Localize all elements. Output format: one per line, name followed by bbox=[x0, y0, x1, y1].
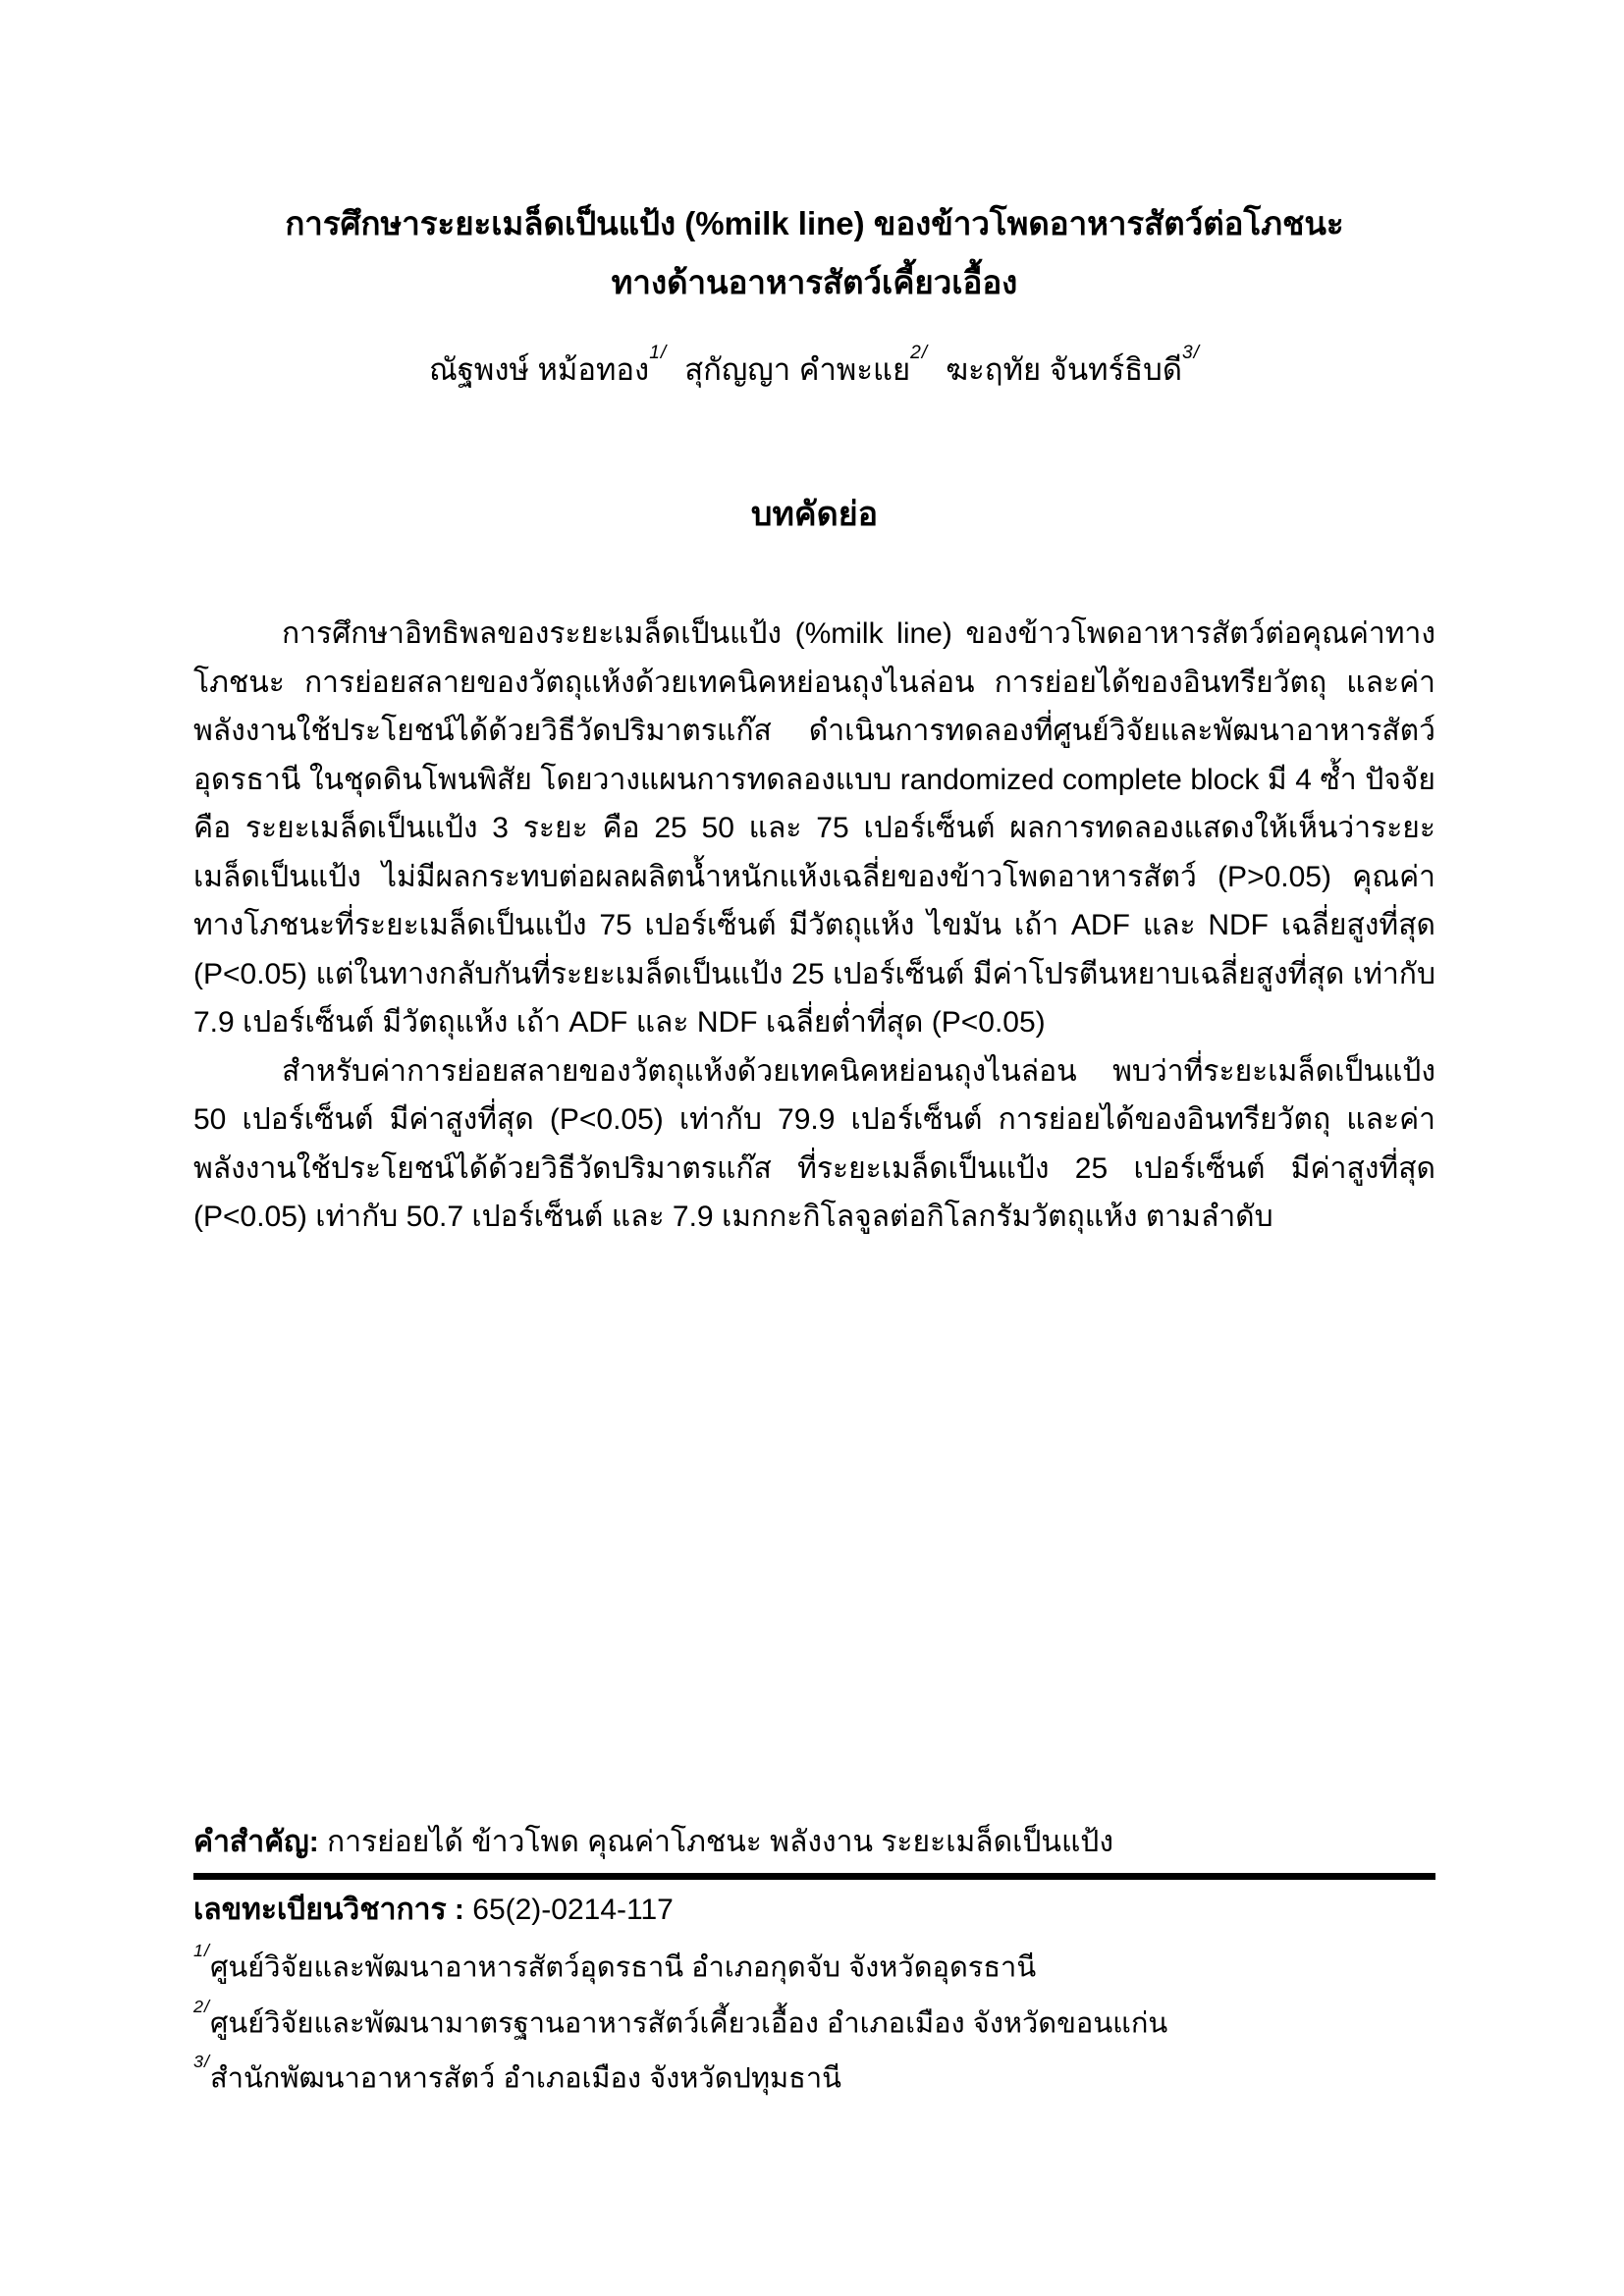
paper-title-line1: การศึกษาระยะเมล็ดเป็นแป้ง (%milk line) ของข้าวโพดอาหารสัตว์ต่อโภชนะ bbox=[285, 205, 1344, 241]
author-1-affiliation-marker: 1/ bbox=[649, 343, 668, 364]
author-3 bbox=[946, 343, 1200, 388]
footnote-2 bbox=[193, 1993, 1435, 2049]
footnotes bbox=[193, 1937, 1435, 2104]
divider-rule bbox=[193, 1873, 1435, 1880]
footnote-1 bbox=[193, 1937, 1435, 1993]
paper-title-line2: ทางด้านอาหารสัตว์เคี้ยวเอื้อง bbox=[611, 264, 1018, 300]
paper-title bbox=[193, 194, 1435, 312]
keywords-label: คำสำคัญ: bbox=[193, 1826, 319, 1858]
abstract-body bbox=[193, 610, 1435, 1242]
keywords-text: การย่อยได้ ข้าวโพด คุณค่าโภชนะ พลังงาน ระยะเมล็ดเป็นแป้ง bbox=[327, 1826, 1113, 1858]
keywords-line bbox=[193, 1822, 1435, 1863]
author-2 bbox=[684, 343, 929, 388]
author-1-name: ณัฐพงษ์ หม้อทอง bbox=[429, 352, 650, 388]
registration-label: เลขทะเบียนวิชาการ : bbox=[193, 1894, 464, 1926]
abstract-paragraph-2: สำหรับค่าการย่อยสลายของวัตถุแห้งด้วยเทคนิคหย่อนถุงไนล่อน พบว่าที่ระยะเมล็ดเป็นแป้ง 50 เปอร์เซ็นต์ มีค่าสูงที่สุด (P<0.05) เท่ากับ 79.9 เปอร์เซ็นต์ การย่อยได้ของอินทรียวัตถุ และค่าพลังงานใช้ประโยชน์ได้ด้วยวิธีวัดปริมาตรแก๊ส ที่ระยะเมล็ดเป็นแป้ง 25 เปอร์เซ็นต์ มีค่าสูงที่สุด (P<0.05) เท่ากับ 50.7 เปอร์เซ็นต์ และ 7.9 เมกกะกิโลจูลต่อกิโลกรัมวัตถุแห้ง ตามลำดับ bbox=[193, 1054, 1435, 1233]
footer-block bbox=[193, 1822, 1435, 2104]
author-3-name: ฆะฤทัย จันทร์ธิบดี bbox=[946, 352, 1182, 388]
author-2-name: สุกัญญา คำพะแย bbox=[684, 352, 911, 388]
footnote-2-text: ศูนย์วิจัยและพัฒนามาตรฐานอาหารสัตว์เคี้ยวเอื้อง อำเภอเมือง จังหวัดขอนแก่น bbox=[210, 2007, 1168, 2040]
registration-line bbox=[193, 1890, 1435, 1931]
author-2-affiliation-marker: 2/ bbox=[910, 343, 929, 364]
footnote-3 bbox=[193, 2048, 1435, 2104]
registration-number: 65(2)-0214-117 bbox=[472, 1894, 674, 1926]
footnote-1-text: ศูนย์วิจัยและพัฒนาอาหารสัตว์อุดรธานี อำเภอกุดจับ จังหวัดอุดรธานี bbox=[210, 1951, 1037, 1984]
author-3-affiliation-marker: 3/ bbox=[1181, 343, 1200, 364]
abstract-heading: บทคัดย่อ bbox=[750, 496, 879, 533]
abstract-paragraph-1: การศึกษาอิทธิพลของระยะเมล็ดเป็นแป้ง (%milk line) ของข้าวโพดอาหารสัตว์ต่อคุณค่าทางโภชนะ การย่อยสลายของวัตถุแห้งด้วยเทคนิคหย่อนถุงไนล่อน การย่อยได้ของอินทรียวัตถุ และค่าพลังงานใช้ประโยชน์ได้ด้วยวิธีวัดปริมาตรแก๊ส ดำเนินการทดลองที่ศูนย์วิจัยและพัฒนาอาหารสัตว์อุดรธานี ในชุดดินโพนพิสัย โดยวางแผนการทดลองแบบ randomized complete block มี 4 ซ้ำ ปัจจัยคือ ระยะเมล็ดเป็นแป้ง 3 ระยะ คือ 25 50 และ 75 เปอร์เซ็นต์ ผลการทดลองแสดงให้เห็นว่าระยะเมล็ดเป็นแป้ง ไม่มีผลกระทบต่อผลผลิตน้ำหนักแห้งเฉลี่ยของข้าวโพดอาหารสัตว์ (P>0.05) คุณค่าทางโภชนะที่ระยะเมล็ดเป็นแป้ง 75 เปอร์เซ็นต์ มีวัตถุแห้ง ไขมัน เถ้า ADF และ NDF เฉลี่ยสูงที่สุด (P<0.05) แต่ในทางกลับกันที่ระยะเมล็ดเป็นแป้ง 25 เปอร์เซ็นต์ มีค่าโปรตีนหยาบเฉลี่ยสูงที่สุด เท่ากับ 7.9 เปอร์เซ็นต์ มีวัตถุแห้ง เถ้า ADF และ NDF เฉลี่ยต่ำที่สุด (P<0.05) bbox=[193, 617, 1435, 1039]
footnote-3-marker: 3/ bbox=[193, 2052, 210, 2072]
footnote-2-marker: 2/ bbox=[193, 1996, 210, 2016]
footnote-1-marker: 1/ bbox=[193, 1941, 210, 1961]
author-1 bbox=[429, 343, 668, 388]
authors-line bbox=[193, 344, 1435, 391]
footnote-3-text: สำนักพัฒนาอาหารสัตว์ อำเภอเมือง จังหวัดปทุมธานี bbox=[210, 2062, 841, 2095]
